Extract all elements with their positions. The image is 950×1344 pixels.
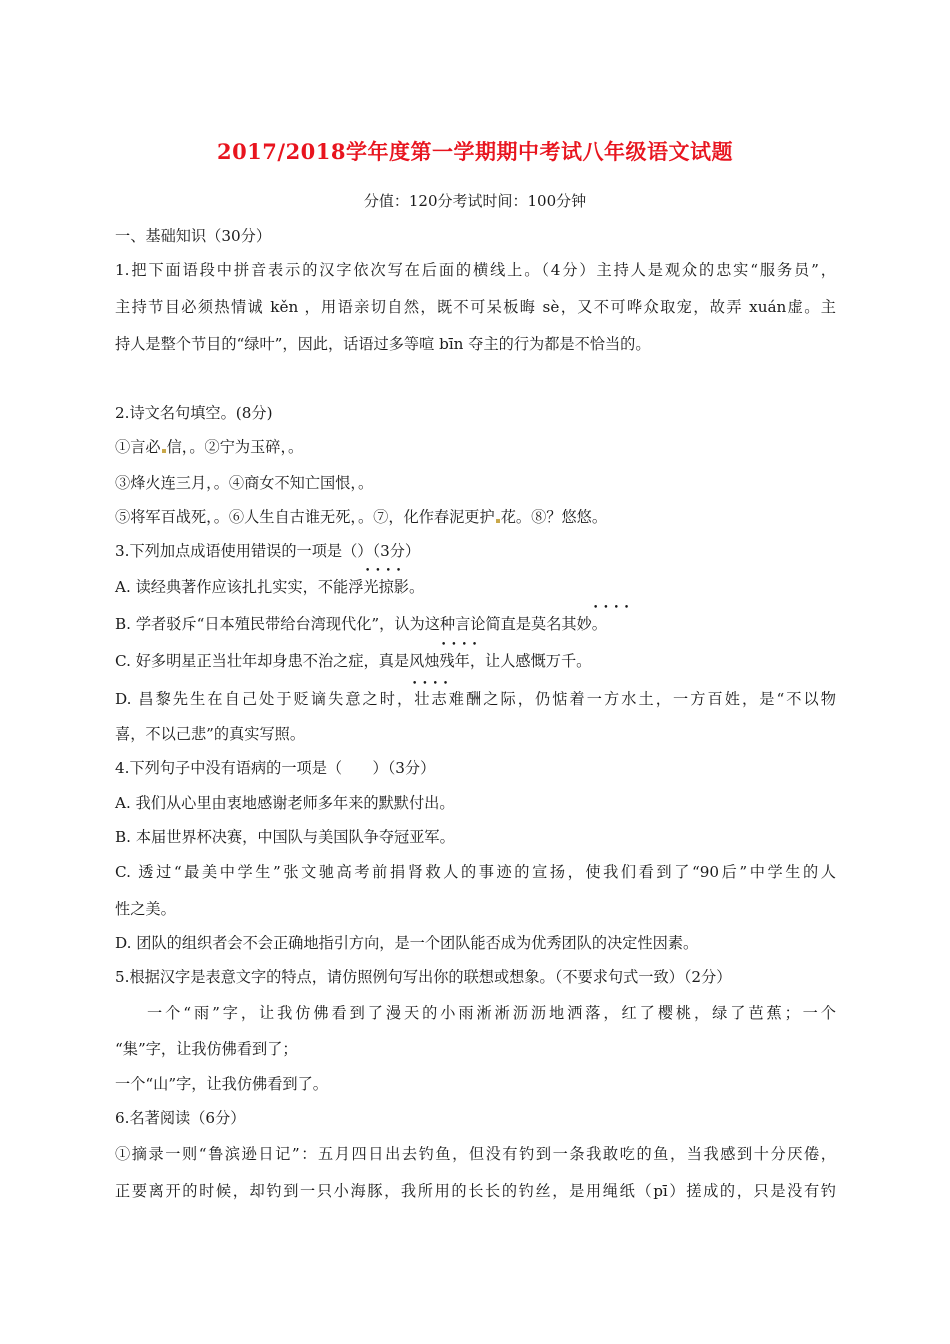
q1-line-3: 持人是整个节目的“绿叶”，因此，话语过多等喧 bīn 夺主的行为都是不恰当的。: [115, 335, 651, 353]
q6-line-1: ①摘录一则“鲁滨逊日记”：五月四日出去钓鱼，但没有钓到一条我敢吃的鱼，当我感到十分厌倦，: [115, 1145, 836, 1163]
q2-line-3a: ⑤将军百战死，。⑥人生自古谁无死，。⑦，化作春泥更护: [115, 508, 495, 526]
q5-answer-line: 一个“山”字，让我仿佛看到了。: [115, 1075, 328, 1093]
q3-option-a: A. 读经典著作应该扎扎实实，不能浮光掠影。: [115, 578, 425, 596]
q3-stem: 3.下列加点成语使用错误的一项是（）（3分）: [115, 542, 421, 560]
emphasis-dots: ••••: [412, 679, 454, 689]
q4-option-c-line-2: 性之美。: [115, 900, 176, 918]
q2-stem: 2.诗文名句填空。(8分): [115, 404, 273, 422]
q2-line-1: [115, 436, 303, 458]
emphasis-dots: ••••: [593, 603, 635, 613]
q4-option-b: B. 本届世界杯决赛，中国队与美国队争夺冠亚军。: [115, 828, 455, 846]
emphasis-dots: ••••: [365, 566, 407, 576]
q5-example-line-1: 一个“雨”字，让我仿佛看到了漫天的小雨淅淅沥沥地洒落，红了樱桃，绿了芭蕉；一个: [147, 1004, 836, 1022]
exam-subtitle: 分值：120分考试时间：100分钟: [363, 192, 587, 210]
q2-line-2: ③烽火连三月，。④商女不知亡国恨，。: [115, 474, 374, 492]
q4-option-c-line-1: C. 透过“最美中学生”张文驰高考前捐肾救人的事迹的宣扬，使我们看到了“90后”中学生的人: [115, 863, 836, 881]
q2-line-1b: 信，。②宁为玉碎，。: [166, 438, 304, 456]
q3-option-d-line-1: D. 昌黎先生在自己处于贬谪失意之时，壮志难酬之际，仍惦着一方水土，一方百姓，是“不以物: [115, 690, 836, 708]
section-heading: 一、基础知识（30分）: [115, 227, 272, 245]
q2-line-1a: ①言必: [115, 438, 161, 456]
highlight-mark: [496, 519, 500, 523]
highlight-mark: [162, 449, 166, 453]
q5-stem: 5.根据汉字是表意文字的特点，请仿照例句写出你的联想或想象。（不要求句式一致）（2分）: [115, 968, 732, 986]
q6-stem: 6.名著阅读（6分）: [115, 1109, 246, 1127]
exam-title: 2017/2018学年度第一学期期中考试八年级语文试题: [216, 139, 734, 164]
q3-option-b: B. 学者驳斥“日本殖民带给台湾现代化”，认为这种言论简直是莫名其妙。: [115, 615, 607, 633]
q1-line-2: 主持节目必须热情诚 kěn ，用语亲切自然，既不可呆板晦 sè，又不可哗众取宠，故弄 xuán虚。主: [115, 298, 836, 316]
q4-option-d: D. 团队的组织者会不会正确地指引方向，是一个团队能否成为优秀团队的决定性因素。: [115, 934, 699, 952]
q4-stem: 4.下列句子中没有语病的一项是（ ）（3分）: [115, 759, 436, 777]
emphasis-dots: ••••: [441, 640, 483, 650]
q4-option-a: A. 我们从心里由衷地感谢老师多年来的默默付出。: [115, 794, 455, 812]
q2-line-3b: 花。⑧？悠悠。: [500, 508, 607, 526]
q3-option-d-line-2: 喜，不以己悲”的真实写照。: [115, 725, 306, 743]
q1-line-1: 1.把下面语段中拼音表示的汉字依次写在后面的横线上。（4分）主持人是观众的忠实“服务员”，: [115, 261, 836, 279]
q6-line-2: 正要离开的时候，却钓到一只小海豚，我所用的长长的钓丝，是用绳纸（pī）搓成的，只是没有钓: [115, 1182, 836, 1200]
q5-example-line-2: “集”字，让我仿佛看到了；: [115, 1040, 298, 1058]
q3-option-c: C. 好多明星正当壮年却身患不治之症，真是风烛残年，让人感慨万千。: [115, 652, 592, 670]
q2-line-3: [115, 506, 607, 528]
